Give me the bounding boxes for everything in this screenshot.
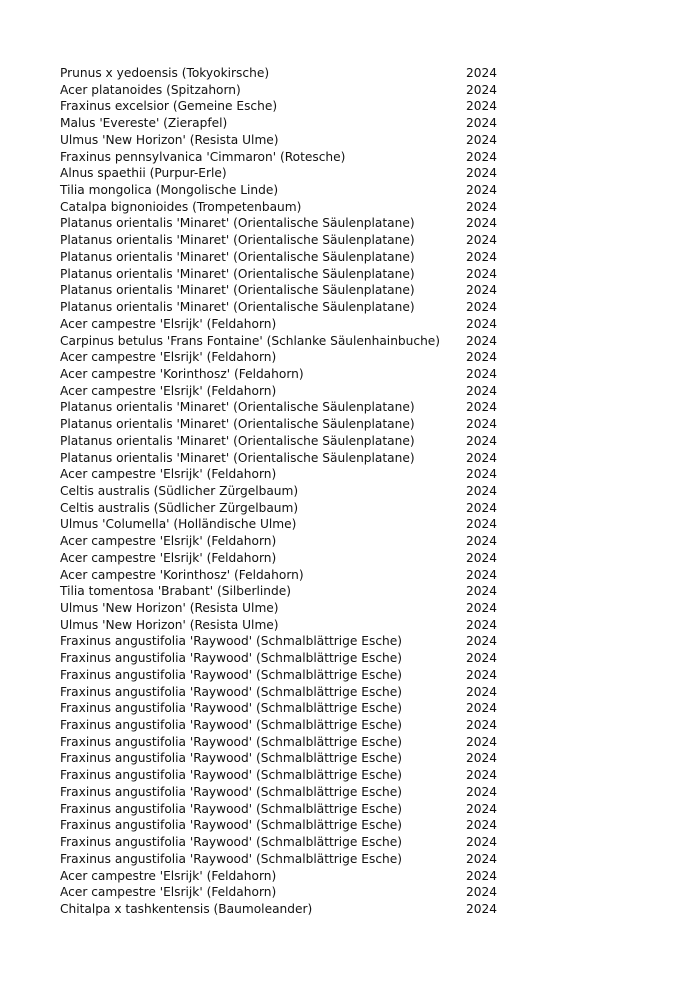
tree-species-cell: Tilia tomentosa 'Brabant' (Silberlinde) [60,584,291,599]
planting-year-cell: 2024 [466,467,498,482]
planting-year-cell: 2024 [466,768,498,783]
planting-year-cell: 2024 [466,316,498,331]
table-row [60,734,520,751]
table-row [60,834,520,851]
table-row [60,550,520,567]
table-row [60,232,520,249]
table-row [60,98,520,115]
tree-species-cell: Ulmus 'New Horizon' (Resista Ulme) [60,617,279,632]
tree-species-cell: Tilia mongolica (Mongolische Linde) [60,183,279,198]
table-row [60,617,520,634]
tree-species-cell: Fraxinus angustifolia 'Raywood' (Schmalblättrige Esche) [60,634,402,649]
table-row [60,767,520,784]
tree-species-cell: Platanus orientalis 'Minaret' (Orientalische Säulenplatane) [60,216,415,231]
tree-species-cell: Fraxinus angustifolia 'Raywood' (Schmalblättrige Esche) [60,701,402,716]
tree-species-cell: Platanus orientalis 'Minaret' (Orientalische Säulenplatane) [60,266,415,281]
tree-species-cell: Fraxinus angustifolia 'Raywood' (Schmalblättrige Esche) [60,667,402,682]
table-row [60,132,520,149]
tree-species-cell: Prunus x yedoensis (Tokyokirsche) [60,66,270,80]
tree-species-cell: Malus 'Evereste' (Zierapfel) [60,116,228,131]
table-row [60,333,520,350]
tree-rows [60,65,520,918]
tree-species-cell: Fraxinus angustifolia 'Raywood' (Schmalblättrige Esche) [60,751,402,766]
table-row [60,450,520,467]
table-row [60,567,520,584]
planting-year-cell: 2024 [466,835,498,850]
planting-year-cell: 2024 [466,517,498,532]
table-row [60,299,520,316]
planting-year-cell: 2024 [466,149,498,164]
planting-year-cell: 2024 [466,433,498,448]
table-row [60,249,520,266]
table-row [60,583,520,600]
tree-species-cell: Acer platanoides (Spitzahorn) [60,82,241,97]
tree-species-cell: Platanus orientalis 'Minaret' (Orientalische Säulenplatane) [60,300,415,315]
planting-year-cell: 2024 [466,82,498,97]
table-row [60,717,520,734]
planting-year-cell: 2024 [466,417,498,432]
tree-species-cell: Fraxinus angustifolia 'Raywood' (Schmalblättrige Esche) [60,801,402,816]
table-row [60,215,520,232]
planting-year-cell: 2024 [466,183,498,198]
tree-species-cell: Acer campestre 'Elsrijk' (Feldahorn) [60,534,277,549]
tree-species-cell: Fraxinus angustifolia 'Raywood' (Schmalblättrige Esche) [60,784,402,799]
planting-year-cell: 2024 [466,784,498,799]
planting-year-cell: 2024 [466,333,498,348]
table-row [60,182,520,199]
tree-species-cell: Fraxinus angustifolia 'Raywood' (Schmalblättrige Esche) [60,718,402,733]
planting-year-cell: 2024 [466,634,498,649]
table-row [60,316,520,333]
tree-species-cell: Platanus orientalis 'Minaret' (Orientalische Säulenplatane) [60,249,415,264]
table-row [60,901,520,918]
table-row [60,600,520,617]
table-row [60,650,520,667]
table-row [60,199,520,216]
table-row [60,82,520,99]
tree-species-cell: Platanus orientalis 'Minaret' (Orientalische Säulenplatane) [60,233,415,248]
tree-species-cell: Celtis australis (Südlicher Zürgelbaum) [60,500,299,515]
planting-year-cell: 2024 [466,383,498,398]
table-row [60,65,520,82]
planting-year-cell: 2024 [466,651,498,666]
table-row [60,433,520,450]
planting-year-cell: 2024 [466,199,498,214]
table-row [60,483,520,500]
table-row [60,750,520,767]
tree-species-cell: Celtis australis (Südlicher Zürgelbaum) [60,483,299,498]
table-row [60,282,520,299]
table-row [60,149,520,166]
tree-species-cell: Fraxinus pennsylvanica 'Cimmaron' (Rotesche) [60,149,346,164]
planting-year-cell: 2024 [466,718,498,733]
planting-year-cell: 2024 [466,584,498,599]
tree-planting-table [60,65,520,918]
planting-year-cell: 2024 [466,851,498,866]
tree-species-cell: Platanus orientalis 'Minaret' (Orientalische Säulenplatane) [60,400,415,415]
tree-species-cell: Fraxinus angustifolia 'Raywood' (Schmalblättrige Esche) [60,734,402,749]
tree-species-cell: Platanus orientalis 'Minaret' (Orientalische Säulenplatane) [60,283,415,298]
tree-species-cell: Fraxinus angustifolia 'Raywood' (Schmalblättrige Esche) [60,818,402,833]
table-row [60,349,520,366]
table-row [60,801,520,818]
table-row [60,115,520,132]
tree-species-cell: Acer campestre 'Elsrijk' (Feldahorn) [60,467,277,482]
planting-year-cell: 2024 [466,249,498,264]
tree-species-cell: Platanus orientalis 'Minaret' (Orientalische Säulenplatane) [60,433,415,448]
tree-species-cell: Fraxinus excelsior (Gemeine Esche) [60,99,278,114]
table-row [60,817,520,834]
tree-species-cell: Acer campestre 'Korinthosz' (Feldahorn) [60,567,304,582]
planting-year-cell: 2024 [466,701,498,716]
tree-species-cell: Acer campestre 'Elsrijk' (Feldahorn) [60,350,277,365]
table-row [60,516,520,533]
table-row [60,165,520,182]
tree-species-cell: Fraxinus angustifolia 'Raywood' (Schmalblättrige Esche) [60,651,402,666]
table-row [60,533,520,550]
planting-year-cell: 2024 [466,751,498,766]
planting-year-cell: 2024 [466,601,498,615]
tree-species-cell: Acer campestre 'Korinthosz' (Feldahorn) [60,366,304,381]
tree-species-cell: Chitalpa x tashkentensis (Baumoleander) [60,901,313,916]
tree-species-cell: Fraxinus angustifolia 'Raywood' (Schmalblättrige Esche) [60,768,402,783]
planting-year-cell: 2024 [466,283,498,298]
table-row [60,633,520,650]
tree-species-cell: Platanus orientalis 'Minaret' (Orientalische Säulenplatane) [60,450,415,465]
planting-year-cell: 2024 [466,534,498,549]
planting-year-cell: 2024 [466,266,498,281]
table-row [60,399,520,416]
planting-year-cell: 2024 [466,366,498,381]
planting-year-cell: 2024 [466,233,498,248]
table-row [60,851,520,868]
planting-year-cell: 2024 [466,216,498,231]
planting-year-cell: 2024 [466,801,498,816]
planting-year-cell: 2024 [466,99,498,114]
planting-year-cell: 2024 [466,901,498,916]
planting-year-cell: 2024 [466,132,498,147]
tree-species-cell: Acer campestre 'Elsrijk' (Feldahorn) [60,383,277,398]
planting-year-cell: 2024 [466,567,498,582]
tree-species-cell: Catalpa bignonioides (Trompetenbaum) [60,199,302,214]
planting-year-cell: 2024 [466,500,498,515]
table-row [60,700,520,717]
planting-year-cell: 2024 [466,734,498,749]
planting-year-cell: 2024 [466,66,498,80]
planting-year-cell: 2024 [466,166,498,181]
table-row [60,383,520,400]
table-row [60,500,520,517]
table-row [60,667,520,684]
table-row [60,416,520,433]
table-row [60,884,520,901]
tree-species-cell: Ulmus 'New Horizon' (Resista Ulme) [60,132,279,147]
tree-species-cell: Alnus spaethii (Purpur-Erle) [60,166,227,181]
table-row [60,466,520,483]
planting-year-cell: 2024 [466,116,498,131]
tree-species-cell: Carpinus betulus 'Frans Fontaine' (Schlanke Säulenhainbuche) [60,333,441,348]
planting-year-cell: 2024 [466,450,498,465]
planting-year-cell: 2024 [466,300,498,315]
planting-year-cell: 2024 [466,550,498,565]
table-row [60,784,520,801]
tree-species-cell: Platanus orientalis 'Minaret' (Orientalische Säulenplatane) [60,417,415,432]
planting-year-cell: 2024 [466,868,498,883]
tree-species-cell: Fraxinus angustifolia 'Raywood' (Schmalblättrige Esche) [60,851,402,866]
planting-year-cell: 2024 [466,667,498,682]
tree-species-cell: Fraxinus angustifolia 'Raywood' (Schmalblättrige Esche) [60,835,402,850]
planting-year-cell: 2024 [466,818,498,833]
tree-species-cell: Acer campestre 'Elsrijk' (Feldahorn) [60,550,277,565]
tree-species-cell: Acer campestre 'Elsrijk' (Feldahorn) [60,868,277,883]
tree-species-cell: Acer campestre 'Elsrijk' (Feldahorn) [60,316,277,331]
tree-species-cell: Ulmus 'Columella' (Holländische Ulme) [60,517,297,532]
planting-year-cell: 2024 [466,483,498,498]
planting-year-cell: 2024 [466,885,498,900]
tree-species-cell: Acer campestre 'Elsrijk' (Feldahorn) [60,885,277,900]
table-row [60,868,520,885]
planting-year-cell: 2024 [466,400,498,415]
table-row [60,684,520,701]
planting-year-cell: 2024 [466,617,498,632]
tree-species-cell: Ulmus 'New Horizon' (Resista Ulme) [60,601,279,615]
table-row [60,366,520,383]
table-row [60,266,520,283]
planting-year-cell: 2024 [466,684,498,699]
planting-year-cell: 2024 [466,350,498,365]
tree-species-cell: Fraxinus angustifolia 'Raywood' (Schmalblättrige Esche) [60,684,402,699]
